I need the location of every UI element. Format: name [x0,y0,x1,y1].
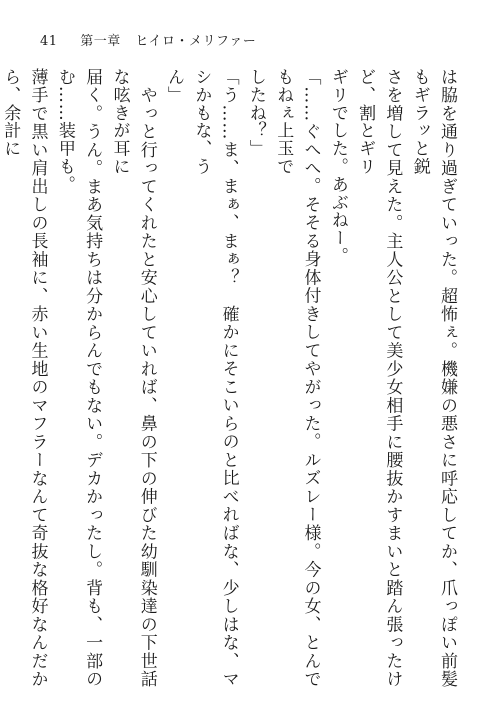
chapter-label: 第一章 [80,34,121,49]
text-line: 「……ぐへへ。そそる身体付きしてやがった。ルズレー様。今の女、とんでもねぇ上玉で [273,68,321,688]
text-line: ギリでした。あぶねー。 [327,68,348,265]
chapter-title: ヒイロ・メリファー [135,34,257,49]
running-header [40,34,256,50]
text-line: したね？」 [245,68,266,158]
text-line: やっと行ってくれたと安心していれば、鼻の下の伸びた幼馴染達の下世話な呟きが耳に [109,68,157,688]
text-line: さを増して見えた。主人公として美少女相手に腰抜かすまいと踏ん張ったけど、割とギリ [355,68,403,688]
text-line: 届く。うん。まあ気持ちは分からんでもない。デカかったし。背も、一部のむ……装甲も。 [54,68,103,688]
text-line: は脇を通り過ぎていった。超怖ぇ。機嫌の悪さに呼応してか、爪っぽい前髪もギラッと鋭 [409,68,457,688]
page-number: 41 [40,34,58,49]
vertical-body-text [0,68,460,688]
text-line: ん」 [164,68,185,104]
text-line: 薄手で黒い肩出しの長袖に、赤い生地のマフラーなんて奇抜な格好なんだから、余計に [0,68,48,688]
text-line: 「う……ま、まぁ、まぁ？ 確かにそこいらのと比べればな、少しはな、マシかもな、う [191,68,239,688]
